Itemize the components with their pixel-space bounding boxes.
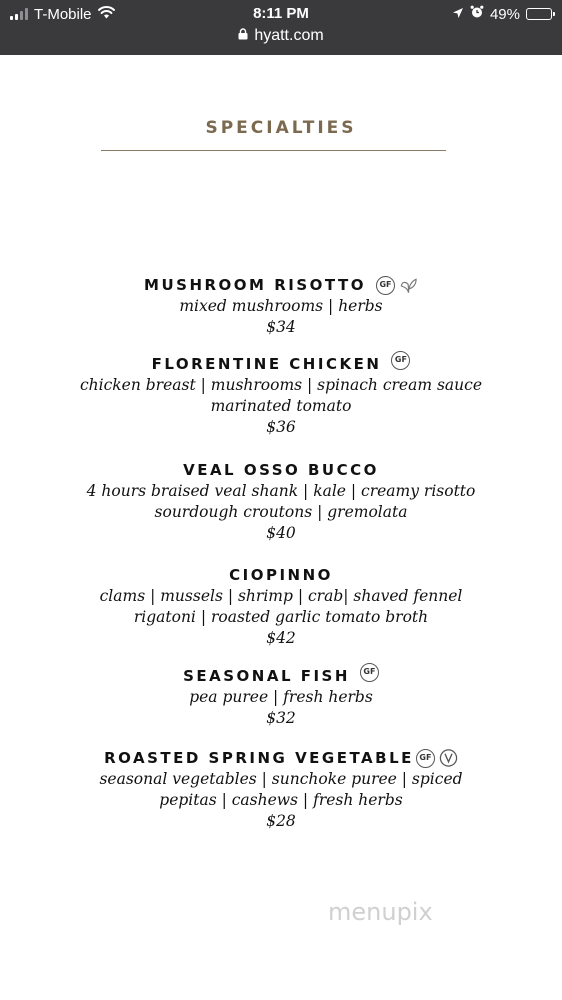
url-bar[interactable] [0, 27, 562, 45]
item-description: rigatoni | roasted garlic tomato broth [133, 608, 429, 626]
vegan-icon [439, 749, 458, 768]
menupix-watermark: menupix [328, 898, 433, 926]
menu-item-florentine-chicken [0, 353, 562, 438]
item-description: 4 hours braised veal shank | kale | creamy risotto [86, 482, 476, 500]
alarm-clock-icon [470, 5, 484, 23]
section-title: SPECIALTIES [205, 118, 357, 138]
lock-icon [238, 27, 248, 45]
location-arrow-icon [452, 6, 464, 23]
item-price: $36 [266, 418, 296, 436]
battery-icon [526, 8, 552, 20]
gluten-free-icon: GF [416, 749, 435, 768]
gluten-free-icon: GF [376, 276, 395, 295]
item-name: CIOPINNO [229, 566, 333, 584]
clock-time: 8:11 PM [253, 5, 309, 22]
leaf-icon [399, 276, 418, 295]
item-description: marinated tomato [210, 397, 352, 415]
item-description: pepitas | cashews | fresh herbs [159, 791, 403, 809]
status-right [452, 5, 552, 23]
item-name: MUSHROOM RISOTTO [144, 276, 366, 294]
battery-percent: 49% [489, 5, 520, 23]
item-name: ROASTED SPRING VEGETABLE [104, 749, 414, 767]
gluten-free-icon: GF [360, 663, 379, 682]
item-description: sourdough croutons | gremolata [154, 503, 408, 521]
menu-item-seasonal-fish [0, 665, 562, 729]
item-price: $42 [266, 629, 296, 647]
item-description: seasonal vegetables | sunchoke puree | spiced [99, 770, 463, 788]
item-price: $34 [266, 318, 296, 336]
item-description: chicken breast | mushrooms | spinach cream sauce [79, 376, 482, 394]
carrier-name: T-Mobile [34, 5, 92, 23]
diet-icons [376, 276, 418, 295]
title-divider [101, 150, 446, 151]
item-description: mixed mushrooms | herbs [179, 297, 383, 315]
menu-item-roasted-spring-vegetable [0, 747, 562, 832]
item-name: VEAL OSSO BUCCO [183, 461, 379, 479]
item-price: $32 [266, 709, 296, 727]
item-name: SEASONAL FISH [183, 667, 350, 685]
status-bar [0, 0, 562, 55]
menu-list [0, 274, 562, 832]
item-name: FLORENTINE CHICKEN [151, 355, 382, 373]
diet-icons [416, 749, 458, 768]
item-price: $28 [266, 812, 296, 830]
menu-item-mushroom-risotto [0, 274, 562, 338]
diet-icons [391, 351, 410, 370]
menu-item-veal-osso-bucco [0, 459, 562, 544]
item-description: clams | mussels | shrimp | crab| shaved fennel [99, 587, 463, 605]
url-text: hyatt.com [254, 27, 324, 44]
item-description: pea puree | fresh herbs [189, 688, 373, 706]
menu-item-ciopinno [0, 564, 562, 649]
diet-icons [360, 663, 379, 682]
item-price: $40 [266, 524, 296, 542]
gluten-free-icon: GF [391, 351, 410, 370]
